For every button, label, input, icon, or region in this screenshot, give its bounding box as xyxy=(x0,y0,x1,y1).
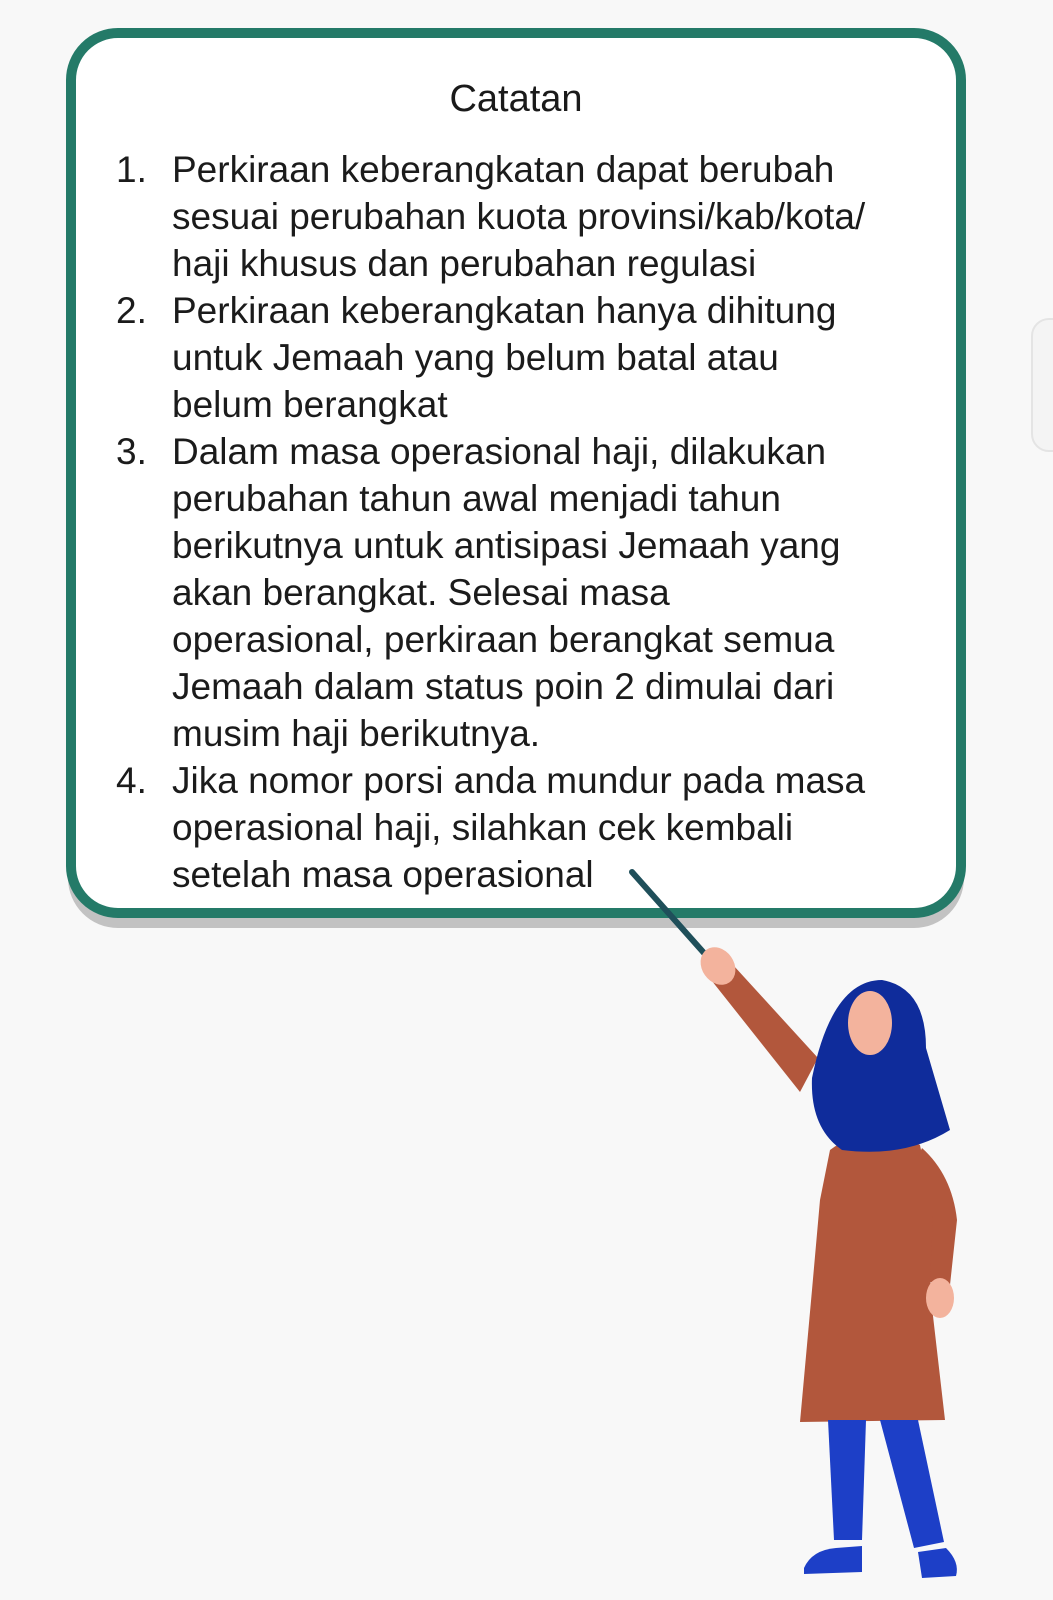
lowered-arm-icon xyxy=(912,1148,957,1285)
note-line: Dalam masa operasional haji, dilakukan xyxy=(172,431,827,472)
note-number: 4. xyxy=(116,760,147,801)
right-shoe-icon xyxy=(918,1548,957,1578)
left-leg-icon xyxy=(828,1420,866,1540)
note-item-4 xyxy=(116,757,936,898)
face-icon xyxy=(848,991,892,1055)
notes-board xyxy=(66,28,966,918)
raised-hand-icon xyxy=(693,940,742,991)
note-line: Jika nomor porsi anda mundur pada masa xyxy=(172,760,866,801)
note-item-2 xyxy=(116,287,936,428)
note-number: 2. xyxy=(116,290,147,331)
lowered-hand-icon xyxy=(926,1278,954,1318)
note-line: belum berangkat xyxy=(172,384,448,425)
right-leg-icon xyxy=(880,1420,944,1548)
note-number: 3. xyxy=(116,431,147,472)
note-line: haji khusus dan perubahan regulasi xyxy=(172,243,757,284)
note-line: sesuai perubahan kuota provinsi/kab/kota/ xyxy=(172,196,866,237)
note-line: operasional, perkiraan berangkat semua xyxy=(172,619,835,660)
board-title: Catatan xyxy=(449,78,583,120)
note-line: akan berangkat. Selesai masa xyxy=(172,572,670,613)
hijab-icon xyxy=(812,980,950,1152)
note-line: musim haji berikutnya. xyxy=(172,713,541,754)
note-line: operasional haji, silahkan cek kembali xyxy=(172,807,794,848)
notes-list xyxy=(116,146,936,898)
dress-icon xyxy=(800,1134,945,1422)
note-line: berikutnya untuk antisipasi Jemaah yang xyxy=(172,525,841,566)
note-number: 1. xyxy=(116,149,147,190)
raised-arm-icon xyxy=(708,966,818,1092)
note-line: untuk Jemaah yang belum batal atau xyxy=(172,337,779,378)
edge-panel-handle[interactable] xyxy=(1031,318,1053,452)
note-line: perubahan tahun awal menjadi tahun xyxy=(172,478,781,519)
note-item-1 xyxy=(116,146,936,287)
note-line: Perkiraan keberangkatan dapat berubah xyxy=(172,149,835,190)
note-line: setelah masa operasional xyxy=(172,854,594,895)
note-line: Jemaah dalam status poin 2 dimulai dari xyxy=(172,666,835,707)
note-item-3 xyxy=(116,428,936,757)
left-shoe-icon xyxy=(804,1546,862,1574)
note-line: Perkiraan keberangkatan hanya dihitung xyxy=(172,290,837,331)
